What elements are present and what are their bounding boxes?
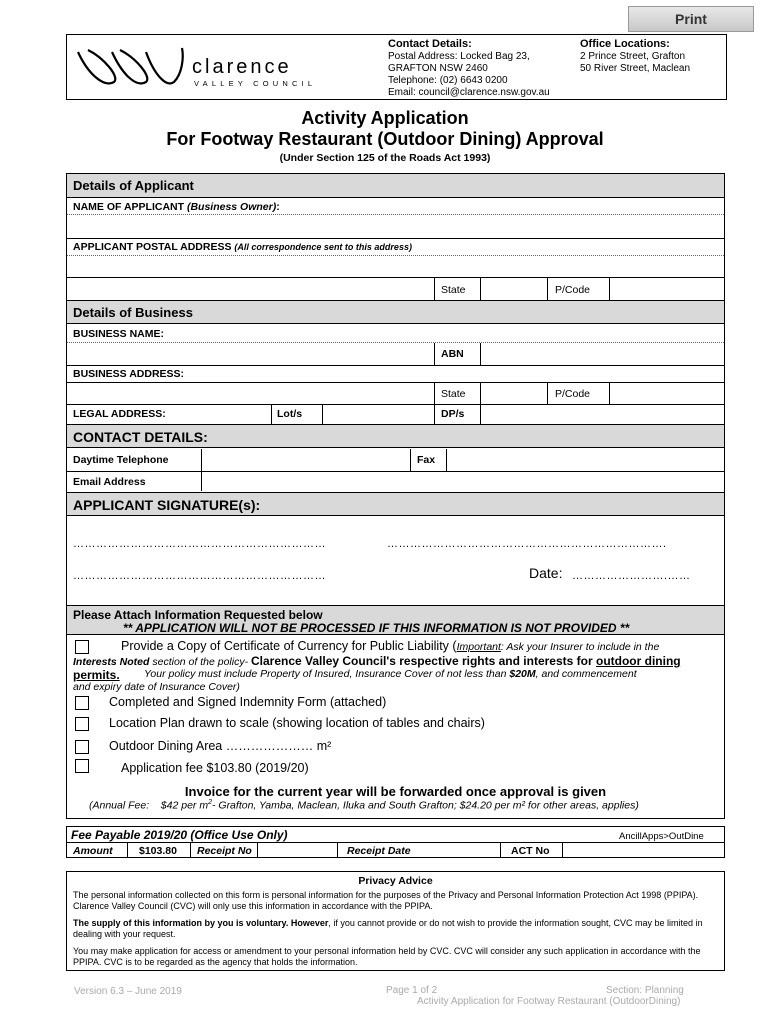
checkbox-insurance[interactable] xyxy=(75,640,89,654)
fee-heading: Fee Payable 2019/20 (Office Use Only) xyxy=(71,828,288,842)
item-insurance-expiry: and expiry date of Insurance Cover) xyxy=(73,681,240,693)
amount-value: $103.80 xyxy=(139,845,177,857)
divider xyxy=(201,472,202,491)
state-label: State xyxy=(441,284,466,296)
email-label: Email Address xyxy=(73,476,146,488)
signature-line-2[interactable]: ………………………………………………………………. xyxy=(387,538,667,550)
phone-field[interactable] xyxy=(67,471,724,472)
divider xyxy=(547,278,548,300)
item-dining-area: Outdoor Dining Area ………………… m² xyxy=(109,739,332,753)
divider xyxy=(271,405,272,424)
privacy-p1: The personal information collected on this form is personal information for the purposes of the Privacy and Personal Information Protection Act 1998 (PPIPA). Clarence Valley Council (CVC) will only use this information in accordance with the PPIPA. xyxy=(73,890,699,911)
checkbox-fee[interactable] xyxy=(75,759,89,773)
attach-warning: ** APPLICATION WILL NOT BE PROCESSED IF THIS INFORMATION IS NOT PROVIDED ** xyxy=(123,621,630,635)
footer-page: Page 1 of 2 xyxy=(386,985,438,996)
applicant-name-label: NAME OF APPLICANT (Business Owner): xyxy=(73,201,280,213)
divider xyxy=(480,278,481,300)
section-business: Details of Business xyxy=(67,300,724,324)
contact-line: Postal Address: Locked Bag 23, xyxy=(388,51,530,62)
item-location-plan: Location Plan drawn to scale (showing location of tables and chairs) xyxy=(109,716,485,730)
divider xyxy=(609,278,610,300)
divider xyxy=(547,383,548,404)
attach-heading: Please Attach Information Requested below xyxy=(73,608,323,622)
divider xyxy=(434,278,435,300)
divider xyxy=(67,842,724,843)
act-no-label: ACT No xyxy=(511,845,550,857)
logo-subtitle: VALLEY COUNCIL xyxy=(194,79,317,88)
office-locations xyxy=(580,38,690,75)
divider xyxy=(480,383,481,404)
date-label: Date: xyxy=(529,565,563,581)
amount-label: Amount xyxy=(73,845,113,857)
section-contact: CONTACT DETAILS: xyxy=(67,424,724,448)
pcode-label: P/Code xyxy=(555,284,591,296)
privacy-p2: The supply of this information by you is voluntary. However, if you cannot provide or do not wish to provide the information sought, CVC may be limited in dealing with your request. xyxy=(73,918,703,939)
receipt-no-label: Receipt No xyxy=(197,845,252,857)
divider xyxy=(201,449,202,471)
divider xyxy=(257,842,258,857)
item-indemnity: Completed and Signed Indemnity Form (attached) xyxy=(109,695,387,709)
postal-address-label: APPLICANT POSTAL ADDRESS (All correspondence sent to this address) xyxy=(73,241,412,253)
section-applicant: Details of Applicant xyxy=(67,174,724,198)
abn-label: ABN xyxy=(441,348,464,360)
divider xyxy=(434,343,435,365)
divider xyxy=(410,449,411,471)
council-logo-icon xyxy=(74,44,186,90)
signature-line-1[interactable]: ………………………………………………………… xyxy=(73,538,326,550)
business-name-label: BUSINESS NAME: xyxy=(73,328,165,340)
legislation-note: (Under Section 125 of the Roads Act 1993) xyxy=(279,152,491,164)
footer-doc-title: Activity Application for Footway Restaurant (OutdoorDining) xyxy=(417,996,681,1007)
fee-code: AncillApps>OutDine xyxy=(619,831,704,842)
office-line: 50 River Street, Maclean xyxy=(580,63,691,74)
page-title: Activity Application xyxy=(301,108,469,128)
divider xyxy=(562,842,563,857)
divider xyxy=(337,842,338,857)
contact-details xyxy=(388,38,550,99)
contact-line: GRAFTON NSW 2460 xyxy=(388,63,488,74)
privacy-advice xyxy=(66,871,725,971)
fee-box xyxy=(66,826,725,858)
applicant-name-line xyxy=(67,214,724,215)
divider xyxy=(446,449,447,471)
contact-heading: Contact Details: xyxy=(388,38,472,50)
divider xyxy=(190,842,191,857)
row-divider xyxy=(67,404,724,405)
divider xyxy=(434,405,435,424)
dps-label: DP/s xyxy=(441,408,465,420)
divider xyxy=(322,405,323,424)
logo-wordmark: clarence xyxy=(192,56,292,78)
divider xyxy=(609,383,610,404)
checkbox-location-plan[interactable] xyxy=(75,717,89,731)
legal-address-label: LEGAL ADDRESS: xyxy=(73,408,166,420)
section-signature: APPLICANT SIGNATURE(s): xyxy=(67,492,724,516)
item-fee: Application fee $103.80 (2019/20) xyxy=(121,761,309,775)
divider xyxy=(500,842,501,857)
date-field[interactable]: …………………….…… xyxy=(572,570,691,582)
postal-address-field[interactable] xyxy=(67,277,724,278)
postal-line xyxy=(67,255,724,256)
privacy-heading: Privacy Advice xyxy=(358,875,433,887)
applicant-name-field[interactable] xyxy=(67,238,724,239)
pcode-label: P/Code xyxy=(555,388,591,400)
attachments-box xyxy=(66,605,725,819)
checkbox-indemnity[interactable] xyxy=(75,696,89,710)
receipt-date-label: Receipt Date xyxy=(347,845,411,857)
signature-line-3[interactable]: ………………………………………………………… xyxy=(73,570,326,582)
application-form xyxy=(66,173,725,613)
item-insurance: Provide a Copy of Certificate of Currency for Public Liability (Important: Ask your Insurer to include in the xyxy=(121,639,660,653)
item-insurance-detail: Interests Noted section of the policy- Clarence Valley Council's respective rights and interests for outdoor dining permits. xyxy=(73,654,681,682)
invoice-note: Invoice for the current year will be forwarded once approval is given xyxy=(184,784,607,799)
business-address-field[interactable] xyxy=(67,382,724,383)
footer-section: Section: Planning xyxy=(606,985,684,996)
business-name-line xyxy=(67,342,724,343)
business-name-field[interactable] xyxy=(67,365,724,366)
state-label: State xyxy=(441,388,466,400)
privacy-p3: You may make application for access or amendment to your personal information held by CVC. CVC will consider any such application in accordance with the PPIPA. CVC is to be regarded as the agency that holds the information. xyxy=(73,946,701,967)
checkbox-dining-area[interactable] xyxy=(75,740,89,754)
fax-label: Fax xyxy=(417,454,436,466)
divider xyxy=(480,343,481,365)
footer-version: Version 6.3 – June 2019 xyxy=(74,986,182,997)
phone-label: Daytime Telephone xyxy=(73,454,169,466)
contact-line: Email: council@clarence.nsw.gov.au xyxy=(388,87,550,98)
divider xyxy=(127,842,128,857)
print-button[interactable]: Print xyxy=(628,6,754,32)
page-subtitle: For Footway Restaurant (Outdoor Dining) Approval xyxy=(166,129,604,149)
item-insurance-note: Your policy must include Property of Insured, Insurance Cover of not less than $20M, and commencement xyxy=(141,668,637,680)
divider xyxy=(434,383,435,404)
annual-fee-note: (Annual Fee: $42 per $m^2-$ Grafton, Yamba, Maclean, Iluka and South Grafton; $24.20 per m² for other areas, applies) xyxy=(89,799,639,812)
office-heading: Office Locations: xyxy=(580,38,670,50)
lots-label: Lot/s xyxy=(277,408,303,420)
business-address-label: BUSINESS ADDRESS: xyxy=(73,368,185,380)
office-line: 2 Prince Street, Grafton xyxy=(580,51,686,62)
divider xyxy=(480,405,481,424)
contact-line: Telephone: (02) 6643 0200 xyxy=(388,75,508,86)
